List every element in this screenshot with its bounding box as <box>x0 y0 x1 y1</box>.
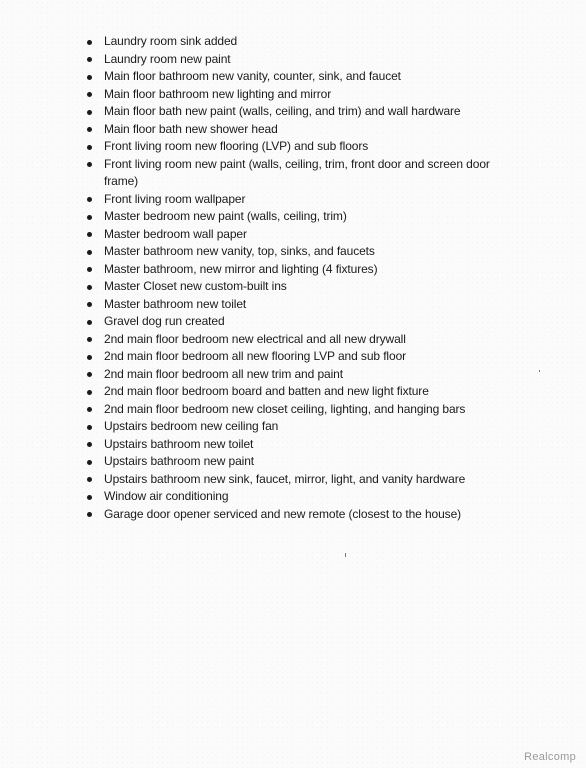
bullet-icon <box>87 92 92 97</box>
list-item <box>0 313 586 331</box>
list-item-text: Master Closet new custom-built ins <box>104 279 287 293</box>
list-item <box>0 243 586 261</box>
list-item <box>0 103 586 121</box>
list-item <box>0 488 586 506</box>
list-item-text: Front living room new flooring (LVP) and sub floors <box>104 139 369 153</box>
bullet-icon <box>87 127 92 132</box>
bullet-icon <box>87 460 92 465</box>
list-item <box>0 278 586 296</box>
list-item <box>0 226 586 244</box>
realcomp-watermark: Realcomp <box>524 751 576 763</box>
list-item <box>0 331 586 349</box>
list-item-text: 2nd main floor bedroom new closet ceiling, lighting, and hanging bars <box>104 401 466 416</box>
list-item <box>0 348 586 366</box>
list-item-text: Main floor bath new shower head <box>104 121 278 136</box>
list-item-text: Gravel dog run created <box>104 314 225 328</box>
list-item-text: Main floor bath new paint (walls, ceiling, and trim) and wall hardware <box>104 104 461 118</box>
list-item <box>0 138 586 156</box>
list-item-text: 2nd main floor bedroom board and batten and new light fixture <box>104 384 429 398</box>
list-item <box>0 121 586 139</box>
list-item <box>0 51 586 69</box>
list-item <box>0 68 586 86</box>
bullet-icon <box>87 320 92 325</box>
list-item <box>0 156 586 191</box>
list-item <box>0 33 586 51</box>
list-item <box>0 366 586 384</box>
list-item-text: 2nd main floor bedroom all new flooring LVP and sub floor <box>104 349 407 363</box>
bullet-icon <box>87 337 92 342</box>
list-item <box>0 208 586 226</box>
list-item-text: Master bathroom, new mirror and lighting (4 fixtures) <box>104 261 378 276</box>
bullet-icon <box>87 442 92 447</box>
bullet-icon <box>87 145 92 150</box>
list-item-text: Upstairs bathroom new toilet <box>104 436 254 451</box>
list-item-text: Upstairs bathroom new sink, faucet, mirror, light, and vanity hardware <box>104 471 466 486</box>
bullet-icon <box>87 215 92 220</box>
bullet-icon <box>87 162 92 167</box>
bullet-icon <box>87 267 92 272</box>
list-item <box>0 401 586 419</box>
list-item <box>0 191 586 209</box>
bullet-icon <box>87 372 92 377</box>
list-item-text: Master bedroom new paint (walls, ceiling, trim) <box>104 209 347 223</box>
improvements-list <box>0 33 586 523</box>
list-item-text: Upstairs bedroom new ceiling fan <box>104 419 279 433</box>
list-item <box>0 418 586 436</box>
bullet-icon <box>87 495 92 500</box>
list-item-text: Window air conditioning <box>104 489 229 503</box>
list-item <box>0 296 586 314</box>
bullet-icon <box>87 477 92 482</box>
list-item <box>0 471 586 489</box>
bullet-icon <box>87 232 92 237</box>
bullet-icon <box>87 425 92 430</box>
list-item-text: Master bathroom new toilet <box>104 296 247 311</box>
list-item-text: Main floor bathroom new vanity, counter, sink, and faucet <box>104 69 401 83</box>
bullet-icon <box>87 75 92 80</box>
bullet-icon <box>87 285 92 290</box>
bullet-icon <box>87 512 92 517</box>
list-item-text: Front living room wallpaper <box>104 191 246 206</box>
list-item <box>0 261 586 279</box>
list-item-text: Master bathroom new vanity, top, sinks, and faucets <box>104 244 375 258</box>
bullet-icon <box>87 250 92 255</box>
list-item-text: 2nd main floor bedroom all new trim and paint <box>104 366 343 381</box>
list-item <box>0 506 586 524</box>
bullet-icon <box>87 390 92 395</box>
bullet-icon <box>87 407 92 412</box>
list-item-text: Master bedroom wall paper <box>104 226 247 241</box>
bullet-icon <box>87 40 92 45</box>
list-item-text: Laundry room sink added <box>104 34 238 48</box>
bullet-icon <box>87 110 92 115</box>
list-item-text: Upstairs bathroom new paint <box>104 454 255 468</box>
list-item <box>0 436 586 454</box>
list-item-text: 2nd main floor bedroom new electrical and all new drywall <box>104 331 406 346</box>
bullet-icon <box>87 57 92 62</box>
bullet-icon <box>87 197 92 202</box>
list-item <box>0 383 586 401</box>
list-item <box>0 453 586 471</box>
list-item <box>0 86 586 104</box>
list-item-text: Front living room new paint (walls, ceiling, trim, front door and screen door frame) <box>104 156 490 188</box>
bullet-icon <box>87 355 92 360</box>
list-item-text: Main floor bathroom new lighting and mirror <box>104 86 332 101</box>
list-item-text: Laundry room new paint <box>104 51 231 66</box>
bullet-icon <box>87 302 92 307</box>
list-item-text: Garage door opener serviced and new remote (closest to the house) <box>104 506 462 521</box>
